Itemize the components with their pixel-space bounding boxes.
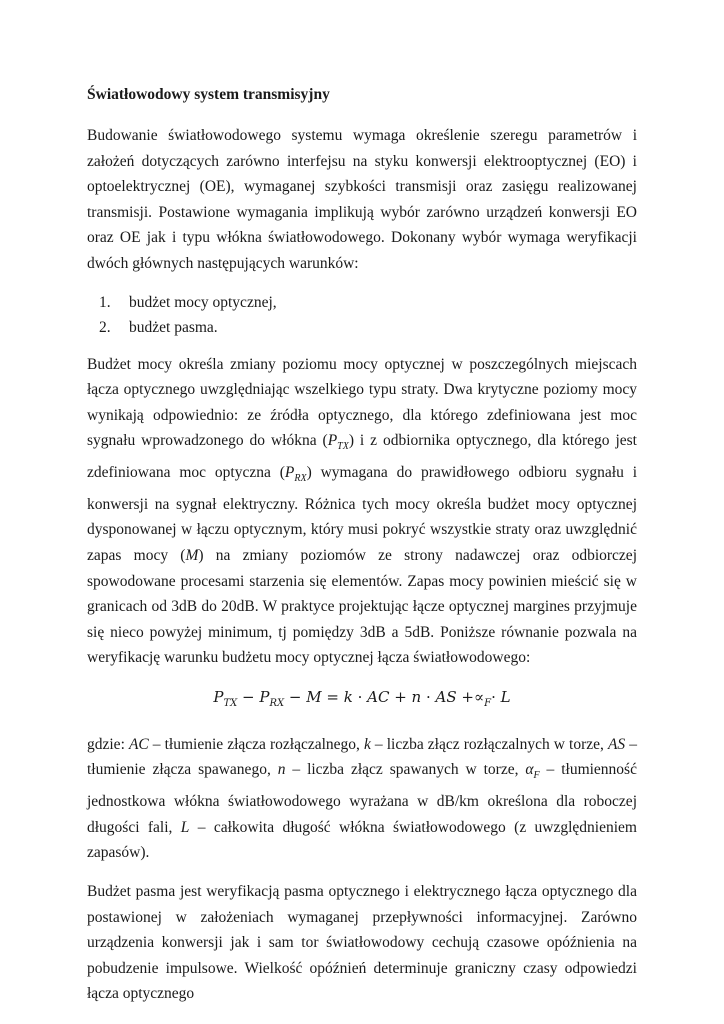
list-item-text: budżet mocy optycznej, — [129, 293, 277, 311]
text-run: – liczba złącz spawanych w torze, — [285, 761, 526, 779]
text-run: ) na zmiany poziomów ze strony nadawczej oraz odbiorczej spowodowane procesami starzenia się elementów. Zapas mocy powinien mieścić się w granicach od 3dB do 20dB. W praktyce projektując łącze optycznej margines przyjmuje się nieco powyżej minimum, tj pomiędzy 3dB a 5dB. Poniższe równanie pozwala na weryfikację warunku budżetu mocy optycznej łącza światłowodowego: — [87, 546, 637, 667]
formula-operator: + — [456, 687, 474, 706]
text-run: ) i z odbiornika optycznego, dla którego jest zdefiniowana moc optyczna ( — [87, 432, 637, 482]
symbol-alpha-f — [525, 761, 540, 782]
paragraph-power-budget — [87, 352, 637, 671]
section-title: Światłowodowy system transmisyjny — [87, 86, 330, 103]
symbol-base: P — [284, 464, 295, 482]
symbol-prx — [284, 464, 307, 485]
symbol-subscript: F — [533, 770, 540, 782]
symbol-subscript: TX — [337, 441, 349, 453]
formula-operator: = — [321, 687, 344, 706]
list-item-text: budżet pasma. — [129, 318, 218, 336]
text-run: Budżet mocy określa zmiany poziomu mocy optycznej w poszczególnych miejscach łącza optycznego uwzględniając wszelkiego typu straty. Dwa krytyczne poziomy mocy wynikają odpowiednio: ze źródła optycznego, dla którego zdefiniowana jest moc sygnału wprowadzonego do włókna ( — [87, 355, 637, 450]
paragraph-symbol-definitions — [87, 732, 637, 866]
paragraph-bandwidth-budget: Budżet pasma jest weryfikacją pasma optycznego i elektrycznego łącza optycznego dla postawionej w założeniach wymaganej przepływności informacyjnej. Zarówno urządzenia konwersji jak i sam tor światłowodowy cechują czasowe opóźnienia na pobudzenie impulsowe. Wielkość opóźnień determinuje graniczny czasy odpowiedzi łącza optycznego — [87, 882, 637, 1003]
formula-term: k — [343, 687, 353, 706]
formula-operator: − — [284, 687, 307, 706]
formula-operator: + — [389, 687, 412, 706]
formula-term: M — [306, 687, 322, 706]
paragraph-intro: Budowanie światłowodowego systemu wymaga określenie szeregu parametrów i założeń dotyczących zarówno interfejsu na styku konwersji elektrooptycznej (EO) i optoelektrycznej (OE), wymaganej szybkości transmisji oraz zasięgu realizowanej transmisji. Postawione wymagania implikują wybór zarówno urządzeń konwersji EO oraz OE jak i typu włókna światłowodowego. Dokonany wybór wymaga weryfikacji dwóch głównych następujących warunków: — [87, 127, 637, 272]
list-item-number: 1. — [99, 293, 111, 311]
symbol-k: k — [363, 735, 371, 753]
symbol-base: P — [327, 432, 338, 450]
symbol-as: AS — [607, 735, 626, 753]
text-run: – całkowita długość włókna światłowodowego (z uwzględnieniem zapasów). — [87, 818, 637, 862]
formula-term: P — [213, 687, 224, 706]
symbol-n: n — [277, 761, 286, 779]
text-run: ) wymagana do prawidłowego odbioru sygnału i konwersji na sygnał elektryczny. Różnica tych mocy określa budżet mocy optycznej dysponowanej w łączu optycznym, który musi pokryć wszystkie straty oraz uwzględnić zapas mocy ( — [87, 464, 638, 564]
text-run: – tłumienie złącza spawanego, — [87, 735, 637, 779]
formula-operator: · — [352, 687, 368, 706]
formula-subscript: TX — [223, 697, 238, 709]
formula-term: L — [500, 687, 511, 706]
requirements-list — [87, 290, 637, 340]
symbol-ptx — [327, 432, 349, 453]
document-body — [87, 83, 637, 1020]
symbol-m: M — [185, 546, 199, 564]
list-item-number: 2. — [99, 318, 111, 336]
symbol-base: α — [525, 761, 534, 779]
text-run: – liczba złącz rozłączalnych w torze, — [370, 735, 608, 753]
formula-term: n — [411, 687, 422, 706]
formula-term: ∝ — [473, 687, 485, 706]
formula-operator: − — [237, 687, 260, 706]
symbol-ac: AC — [128, 735, 149, 753]
power-budget-equation — [87, 685, 637, 716]
formula-term: P — [259, 687, 270, 706]
formula-subscript: RX — [269, 697, 285, 709]
text-run: gdzie: — [87, 735, 129, 753]
formula-operator: · — [491, 687, 501, 706]
formula-term: AC — [367, 687, 390, 706]
symbol-l: L — [180, 818, 190, 836]
list-item — [99, 315, 637, 340]
symbol-subscript: RX — [294, 473, 307, 485]
formula-term: AS — [435, 687, 457, 706]
formula-subscript: F — [484, 697, 492, 709]
text-run: – tłumienie złącza rozłączalnego, — [148, 735, 364, 753]
text-run: – tłumienność jednostkowa włókna światłowodowego wyrażana w dB/km określona dla roboczej długości fali, — [87, 761, 637, 836]
formula-operator: · — [421, 687, 436, 706]
list-item — [99, 290, 637, 315]
